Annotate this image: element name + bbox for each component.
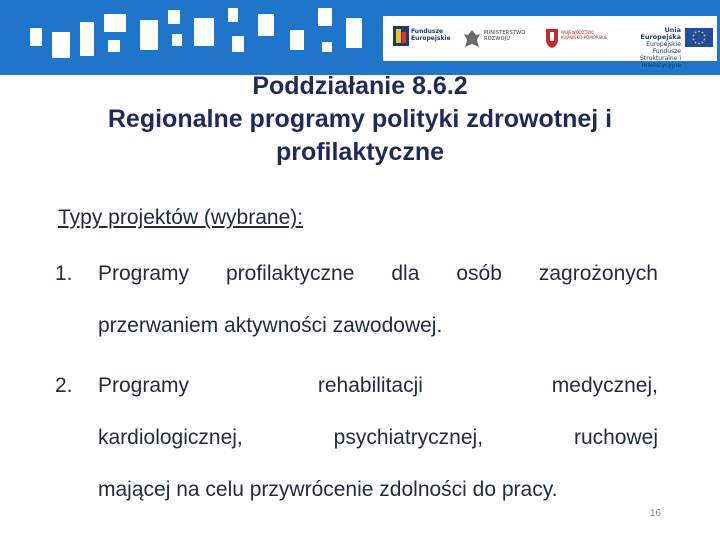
list-item-line [98, 426, 658, 450]
section-subtitle: Typy projektów (wybrane): [58, 206, 304, 229]
decorative-square [140, 20, 158, 50]
list-item-line: mającej na celu przywrócenie zdolności do pracy. [98, 478, 558, 501]
header-banner [0, 0, 720, 75]
polish-eagle-icon [463, 29, 481, 49]
decorative-square [346, 18, 362, 48]
eu-logo-text: Unia Europejska Europejskie Fundusze Strukturalne i Inwestycyjne [640, 26, 681, 69]
ministry-logo-text: MINISTERSTWO ROZWOJU [484, 30, 526, 42]
list-item-line: przerwaniem aktywności zawodowej. [98, 314, 443, 337]
page-number: 16 [650, 508, 662, 519]
eu-flag-icon [685, 28, 713, 47]
list-item-word: osób [456, 262, 502, 285]
decorative-square [318, 8, 332, 26]
region-crest-icon [545, 27, 559, 49]
list-item-word: psychiatrycznej, [333, 426, 484, 449]
decorative-square [108, 40, 120, 52]
list-item-number: 1. [55, 262, 73, 285]
region-logo-text: WOJEWÓDZTWO KUJAWSKO-POMORSKIE [561, 30, 608, 40]
decorative-square [232, 36, 244, 52]
european-funds-logo-text: Fundusze Europejskie [411, 28, 451, 42]
decorative-square [258, 14, 274, 36]
decorative-square [30, 28, 42, 46]
list-item [55, 374, 658, 504]
list-item-word: profilaktyczne [226, 262, 355, 285]
decorative-square [322, 42, 332, 52]
list-item [55, 262, 658, 342]
list-item-word: Programy [98, 374, 190, 397]
list-item-word: ruchowej [573, 426, 658, 449]
slide-title [40, 70, 680, 169]
slide-title-line: Poddziałanie 8.6.2 [252, 72, 468, 100]
decorative-square [194, 18, 214, 46]
list-item-word: dla [391, 262, 420, 285]
logo-strip [383, 16, 717, 69]
list-item-word: Programy [98, 262, 190, 285]
european-funds-star-icon [393, 26, 409, 46]
list-item-line [98, 374, 658, 398]
decorative-square [290, 30, 304, 50]
list-item-word: medycznej, [551, 374, 658, 397]
decorative-square [80, 22, 94, 56]
list-item-word: rehabilitacji [317, 374, 423, 397]
decorative-square [52, 32, 70, 58]
list-item-word: kardiologicznej, [98, 426, 243, 449]
slide-title-line: Regionalne programy polityki zdrowotnej i [107, 105, 613, 133]
slide-title-line: profilaktyczne [275, 138, 445, 166]
list-item-word: zagrożonych [538, 262, 658, 285]
decorative-square [168, 10, 180, 24]
list-item-line [98, 262, 658, 286]
decorative-square [228, 8, 238, 22]
decorative-square [104, 14, 126, 32]
list-item-number: 2. [55, 374, 73, 397]
decorative-square [172, 34, 182, 46]
